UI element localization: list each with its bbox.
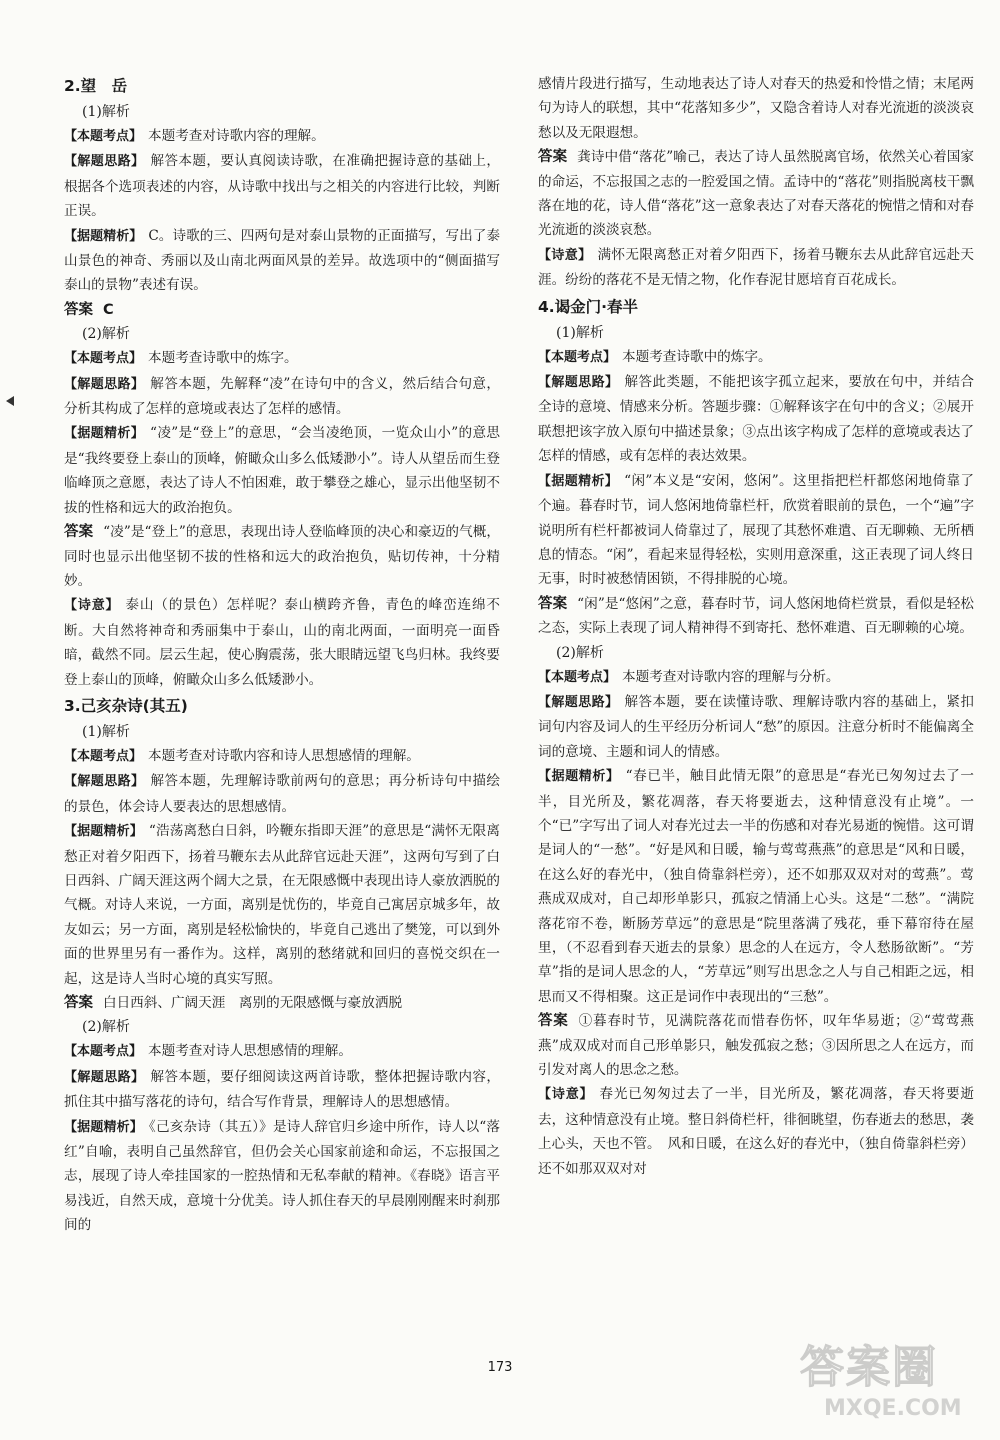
jingxi-text: 《己亥杂诗（其五）》是诗人辞官归乡途中所作，诗人以“落红”自喻，表明自己虽然辞官，但仍会关心国家前途和命运，不忘报国之志，展现了诗人牵挂国家的一腔热情和无私奉献的精神。《春晓》语言平易浅近，自然天成，意境十分优美。诗人抓住春天的早晨刚刚醒来时刹那间的 (64, 1118, 500, 1234)
silu-text: 解答本题，要在读懂诗歌、理解诗歌内容的基础上，紧扣词句内容及词人的生平经历分析词人“愁”的原因。注意分析时不能偏离全词的意境、主题和词人的情感。 (538, 693, 974, 760)
silu-paragraph (64, 372, 500, 422)
question-label: (1)解析 (82, 104, 130, 120)
answer-text: “凌”是“登上”的意思，表现出诗人登临峰顶的决心和豪迈的气概，同时也显示出他坚韧不拔的性格和远大的政治抱负，贴切传神，十分精妙。 (64, 524, 501, 589)
kaodian-paragraph (64, 346, 500, 371)
tag-label: 【本题考点】 (64, 351, 143, 367)
answer-label: 答案 (538, 149, 568, 166)
answer-text: 龚诗中借“落花”喻己，表达了诗人虽然脱离官场，依然关心着国家的命运，不忘报国之志的一腔爱国之情。孟诗中的“落花”则指脱离枝干飘落在地的花，诗人借“落花”这一意象表达了对春天落花的惋惜之情和对春光流逝的淡淡哀愁。 (538, 149, 975, 239)
jingxi-text: “闲”本义是“安闲，悠闲”。这里指把栏杆都悠闲地倚靠了个遍。暮春时节，词人悠闲地倚靠栏杆，欣赏着眼前的景色，一个“遍”字说明所有栏杆都被词人倚靠过了，展现了其愁怀难遣、百无聊赖、无所栖息的情态。“闲”，看起来显得轻松，实则用意深重，这正表现了词人终日无事，时时被愁情困锁，不得排脱的心境。 (538, 472, 974, 588)
kaodian-text: 本题考查诗歌中的炼字。 (622, 348, 772, 365)
answer-paragraph (538, 145, 974, 243)
answer-label: 答案 (538, 595, 568, 612)
answer-label: 答案 (64, 995, 93, 1011)
question-label: (2)解析 (556, 644, 604, 661)
answer-paragraph (538, 592, 974, 641)
jingxi-text: “凌”是“登上”的意思，“会当凌绝顶，一览众山小”的意思是“我终要登上泰山的顶峰，俯瞰众山多么低矮渺小”。诗人从望岳而生登临峰顶之意愿，表达了诗人不怕困难，敢于攀登之雄心，显示出他坚韧不拔的性格和远大的政治抱负。 (64, 425, 500, 516)
shiyi-text: 满怀无限离愁正对着夕阳西下，扬着马鞭东去从此辞官远赴天涯。纷纷的落花不是无情之物，化作春泥甘愿培育百花成长。 (538, 246, 974, 289)
answer-text: “闲”是“悠闲”之意，暮春时节，词人悠闲地倚栏赏景，看似是轻松之态，实际上表现了词人精神得不到寄托、愁怀难遣、百无聊赖的心境。 (538, 595, 975, 637)
shiyi-paragraph (538, 1082, 974, 1181)
tag-label: 【解题思路】 (64, 1069, 145, 1085)
tag-label: 【诗意】 (538, 247, 592, 263)
answer-text: ①暮春时节，见满院落花而惜春伤怀，叹年华易逝；②“莺莺燕燕”成双成对而自己形单影只，触发孤寂之愁；③因所思之人在远方，而引发对离人的思念之愁。 (538, 1013, 975, 1079)
shiyi-text: 泰山（的景色）怎样呢？泰山横跨齐鲁，青色的峰峦连绵不断。大自然将神奇和秀丽集中于泰山，山的南北两面，一面明亮一面昏暗，截然不同。层云生起，使心胸震荡，张大眼睛远望飞鸟归林。我终要登上泰山的顶峰，俯瞰众山多么低矮渺小。 (64, 597, 500, 688)
silu-text: 解答此类题，不能把该字孤立起来，要放在句中，并结合全诗的意境、情感来分析。答题步骤：①解释该字在句中的含义；②展开联想把该字放入原句中描述景象；③点出该字构成了怎样的意境或表达了怎样的情感，或有怎样的表达效果。 (538, 374, 974, 465)
question-label: (2)解析 (82, 1019, 130, 1036)
answer-label: 答案 (538, 1013, 569, 1030)
kaodian-paragraph (64, 1039, 500, 1064)
watermark-logo (800, 1342, 990, 1434)
answer-text: C (103, 301, 114, 318)
tag-label: 【据题精析】 (64, 228, 143, 244)
left-column (64, 72, 500, 1238)
tag-label: 【据题精析】 (64, 824, 143, 840)
silu-paragraph (64, 1065, 500, 1115)
answer-label: 答案 (64, 301, 93, 318)
answer-label: 答案 (64, 524, 94, 541)
kaodian-text: 本题考查对诗歌内容的理解。 (148, 128, 325, 144)
kaodian-paragraph (538, 665, 974, 690)
section-title: 4.谒金门·春半 (538, 297, 639, 316)
jingxi-paragraph (538, 469, 974, 592)
question-label: (2)解析 (82, 326, 130, 343)
answer-paragraph (538, 1009, 974, 1082)
tag-label: 【本题考点】 (64, 748, 143, 764)
tag-label: 【本题考点】 (64, 129, 143, 144)
silu-text: 解答本题，要仔细阅读这两首诗歌，整体把握诗歌内容，抓住其中描写落花的诗句，结合写作背景，理解诗人的思想感情。 (64, 1068, 500, 1111)
shiyi-paragraph (64, 593, 500, 692)
tag-label: 【解题思路】 (64, 376, 145, 392)
tag-label: 【解题思路】 (538, 694, 619, 710)
question-label: (1)解析 (556, 324, 604, 341)
silu-text: 解答本题，要认真阅读诗歌，在准确把握诗意的基础上，根据各个选项表述的内容，从诗歌中找出与之相关的内容进行比较，判断正误。 (64, 153, 500, 220)
tag-label: 【解题思路】 (538, 375, 619, 391)
jingxi-paragraph (64, 421, 500, 520)
kaodian-paragraph (64, 744, 500, 769)
silu-text: 解答本题，先解释“凌”在诗句中的含义，然后结合句意，分析其构成了怎样的意境或表达了怎样的感情。 (64, 375, 500, 418)
right-column (538, 72, 974, 1181)
tag-label: 【本题考点】 (64, 1044, 143, 1060)
watermark-url: MXQE.COM (824, 1396, 962, 1421)
jingxi-paragraph (64, 1115, 500, 1238)
kaodian-text: 本题考查对诗歌内容和诗人思想感情的理解。 (148, 747, 420, 764)
tag-label: 【诗意】 (64, 598, 120, 614)
jingxi-paragraph (64, 224, 500, 298)
tag-label: 【解题思路】 (64, 154, 145, 170)
jingxi-text: “浩荡离愁白日斜，吟鞭东指即天涯”的意思是“满怀无限离愁正对着夕阳西下，扬着马鞭东去从此辞官远赴天涯”，这两句写到了白日西斜、广阔天涯这两个阔大之景，在无限感慨中表现出诗人豪放洒脱的气概。对诗人来说，一方面，离别是忧伤的，毕竟自己寓居京城多年，故友如云；另一方面，离别是轻松愉快的，毕竟自己逃出了樊笼，可以到外面的世界里另有一番作为。这样，离别的愁绪就和回归的喜悦交织在一起，这是诗人当时心境的真实写照。 (64, 823, 500, 987)
silu-paragraph (64, 769, 500, 819)
tag-label: 【解题思路】 (64, 774, 145, 790)
kaodian-text: 本题考查对诗人思想感情的理解。 (148, 1043, 352, 1060)
shiyi-paragraph (538, 243, 974, 293)
question-label: (1)解析 (82, 723, 130, 740)
jingxi-paragraph (64, 819, 500, 991)
tag-label: 【诗意】 (538, 1087, 594, 1103)
margin-arrow-icon (6, 396, 14, 406)
kaodian-paragraph (538, 345, 974, 370)
tag-label: 【据题精析】 (64, 426, 145, 442)
page-number: 173 (487, 1360, 513, 1375)
kaodian-text: 本题考查诗歌中的炼字。 (148, 350, 298, 367)
tag-label: 【本题考点】 (538, 669, 617, 685)
tag-label: 【据题精析】 (64, 1119, 143, 1135)
answer-paragraph (64, 298, 500, 322)
silu-paragraph (538, 690, 974, 764)
tag-label: 【据题精析】 (538, 473, 619, 489)
jingxi-text: “春已半，触目此情无限”的意思是“春光已匆匆过去了一半，目光所及，繁花凋落，春天将要逝去，这种情意没有止境”。一个“已”字写出了词人对春光过去一半的伤感和对春光易逝的惋惜。这可谓是词人的“一愁”。“好是风和日暖，输与莺莺燕燕”的意思是“风和日暖，在这么好的春光中，（独自倚靠斜栏旁），还不如那双双对对的莺燕”。莺燕成双成对，自己却形单影只，孤寂之情涌上心头。这是“二愁”。“满院落花帘不卷，断肠芳草远”的意思是“院里落满了残花，垂下幕帘待在屋里，（不忍看到春天逝去的景象）思念的人在远方，令人愁肠欲断”。“芳草”指的是词人思念的人，“芳草远”则写出思念之人与自己相距之远，相思而又不得相聚。这正是词作中表现出的“三愁”。 (538, 768, 974, 1005)
kaodian-paragraph (64, 124, 500, 149)
jingxi-paragraph (538, 764, 974, 1009)
section-title: 3.己亥杂诗(其五) (64, 696, 188, 715)
continued-paragraph: 感情片段进行描写，生动地表达了诗人对春天的热爱和怜惜之情；末尾两句为诗人的联想，其中“花落知多少”，又隐含着诗人对春光流逝的淡淡哀愁以及无限遐想。 (538, 76, 974, 141)
answer-paragraph (64, 991, 500, 1015)
silu-paragraph (538, 370, 974, 469)
kaodian-text: 本题考查对诗歌内容的理解与分析。 (622, 668, 840, 685)
section-title: 2.望 岳 (64, 77, 128, 95)
tag-label: 【据题精析】 (538, 769, 620, 785)
tag-label: 【本题考点】 (538, 349, 617, 365)
jingxi-text: C。诗歌的三、四两句是对泰山景物的正面描写，写出了泰山景色的神奇、秀丽以及山南北两面风景的差异。故选项中的“侧面描写泰山的景物”表述有误。 (64, 227, 500, 294)
silu-text: 解答本题，先理解诗歌前两句的意思；再分析诗句中描绘的景色，体会诗人要表达的思想感情。 (64, 773, 500, 815)
answer-paragraph (64, 520, 500, 593)
silu-paragraph (64, 149, 500, 223)
watermark-text: 答案圈 (800, 1342, 938, 1393)
shiyi-text: 春光已匆匆过去了一半，目光所及，繁花凋落，春天将要逝去，这种情意没有止境。整日斜倚栏杆，徘徊眺望，伤春逝去的愁思，袭上心头，天也不管。 风和日暖，在这么好的春光中，（独自倚靠斜栏旁）还不如那双双对对 (538, 1086, 974, 1177)
answer-text: 白日西斜、广阔天涯 离别的无限感慨与豪放洒脱 (103, 995, 403, 1011)
